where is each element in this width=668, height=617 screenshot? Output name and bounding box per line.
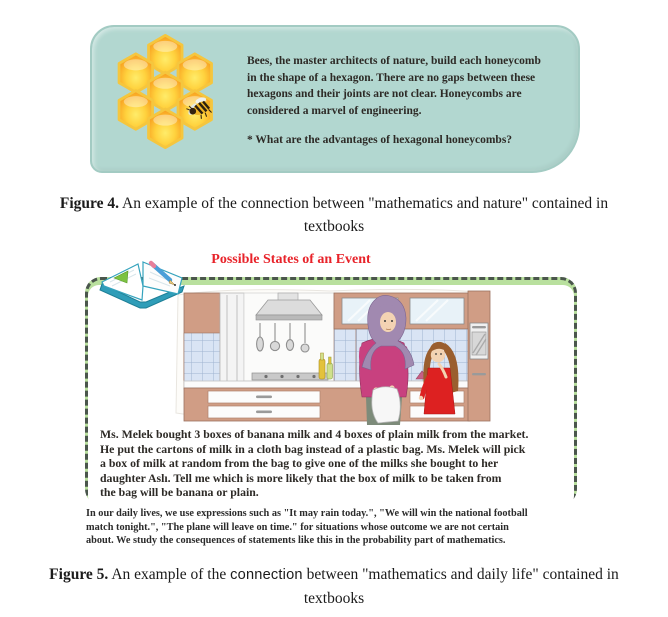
figure4-question: * What are the advantages of hexagonal honeycombs? xyxy=(247,134,513,146)
panel-text-line: hexagons and their joints are not clear. Honeycombs are xyxy=(247,88,522,100)
problem-line: a box of milk at random from the bag to give one of the milks she bought to her xyxy=(100,456,499,471)
figure5-problem-text xyxy=(100,427,570,500)
figure5-caption xyxy=(4,563,664,610)
figure5-title: Possible States of an Event xyxy=(211,252,371,267)
figure5-note-text xyxy=(86,507,610,548)
panel-text-line: Bees, the master architects of nature, build each honeycomb xyxy=(247,55,541,67)
problem-line: He put the cartons of milk in a cloth bag instead of a plastic bag. Ms. Melek will pick xyxy=(100,441,526,456)
problem-line: daughter Aslı. Tell me which is more likely that the box of milk to be taken from xyxy=(100,470,502,485)
panel-text-line: considered a marvel of engineering. xyxy=(247,104,422,117)
kitchen-illustration xyxy=(170,285,492,425)
figure4-caption-label: Figure 4. xyxy=(59,195,119,212)
problem-line: Ms. Melek bought 3 boxes of banana milk and 4 boxes of plain milk from the market. xyxy=(100,427,529,441)
honeycomb-icon xyxy=(92,16,257,168)
figure5-caption-post: between "mathematics and daily life" contained in xyxy=(302,566,619,583)
figure4-caption xyxy=(4,192,664,238)
figure4-caption-text: An example of the connection between "mathematics and nature" contained in xyxy=(119,195,609,212)
figure5-dashed-box xyxy=(85,277,577,505)
figure5-caption-connection-word: connection xyxy=(230,567,303,583)
figure4-panel-text xyxy=(247,53,577,149)
book-icon xyxy=(96,250,190,310)
note-line: match tonight.", "The plane will leave on time." for situations whose outcome we are not certain xyxy=(86,521,509,533)
problem-line: the bag will be banana or plain. xyxy=(100,485,259,500)
figure5-caption-label: Figure 5. xyxy=(49,566,109,583)
panel-text-line: in the shape of a hexagon. There are no gaps between these xyxy=(247,71,536,84)
figure5-caption-line2: textbooks xyxy=(303,590,365,607)
note-line: about. We study the consequences of statements like this in the probability part of mathematics. xyxy=(86,535,506,547)
figure5-box-inner xyxy=(88,285,574,507)
figure4-caption-line2: textbooks xyxy=(303,218,365,235)
note-line: In our daily lives, we use expressions such as "It may rain today.", "We will win the national football xyxy=(86,508,528,519)
figure5-caption-pre: An example of the xyxy=(108,566,231,583)
